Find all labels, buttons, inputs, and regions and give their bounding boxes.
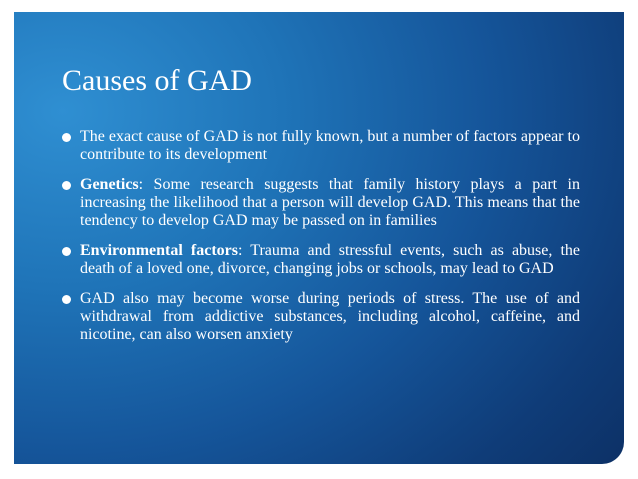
bullet-dot-icon — [62, 295, 71, 304]
bullet-item-genetics — [62, 176, 580, 230]
bullet-term: Environmental factors — [80, 242, 239, 259]
bullet-item-environmental — [62, 242, 580, 278]
slide-title: Causes of GAD — [62, 64, 252, 97]
bullet-dot-icon — [62, 181, 71, 190]
bullet-text: : Some research suggests that family history plays a part in increasing the likelihood that a person will develop GAD. This means that the tendency to develop GAD may be passed on in families — [80, 176, 580, 229]
slide — [14, 12, 624, 464]
bullet-dot-icon — [62, 247, 71, 256]
bullet-item-cause — [62, 128, 580, 164]
bullet-dot-icon — [62, 133, 71, 142]
bullet-text: GAD also may become worse during periods of stress. The use of and withdrawal from addictive substances, including alcohol, caffeine, and nicotine, can also worsen anxiety — [80, 290, 580, 343]
bullet-term: Genetics — [80, 176, 139, 193]
bullet-text: The exact cause of GAD is not fully known, but a number of factors appear to contribute to its development — [80, 128, 580, 163]
bullet-item-stress — [62, 290, 580, 344]
bullet-text: : Trauma and stressful events, such as abuse, the death of a loved one, divorce, changing jobs or schools, may lead to GAD — [80, 242, 581, 277]
bullet-list — [62, 128, 580, 356]
